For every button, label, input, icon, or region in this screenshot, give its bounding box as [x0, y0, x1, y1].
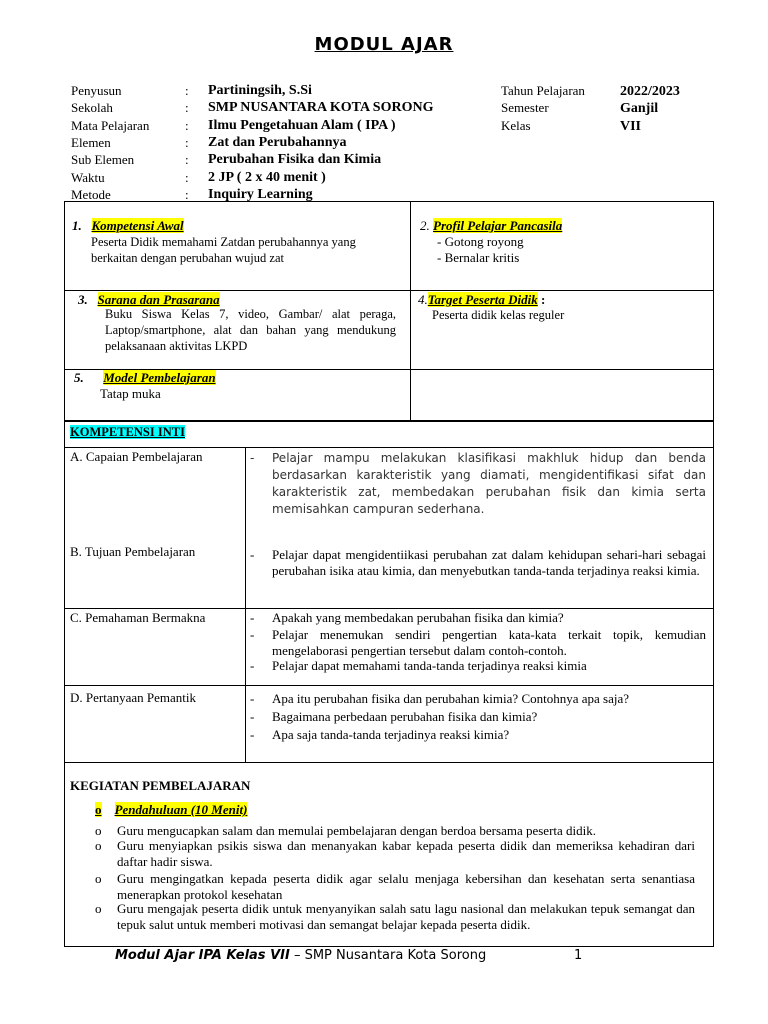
capaian-text: - Pelajar mampu melakukan klasifikasi makhluk hidup dan benda berdasarkan karakteristik yang diamati, mengidentifikasi sifat dan karakteristik zat, membedakan perubahan fisik dan kimia serta memisahkan campuran sederhana.	[250, 451, 706, 516]
meta-colon: :	[185, 117, 189, 133]
kegiatan-item: o Guru mengingatkan kepada peserta didik agar selalu menjaga kebersihan dan kesehatan serta senantiasa menerapkan protokol kesehatan	[95, 871, 695, 902]
kegiatan-item: o Guru mengajak peserta didik untuk menyanyikan salah satu lagu nasional dan melakukan tepuk semangat dan tepuk salut untuk memberi motivasi dan semangat belajar kepada peserta didik.	[95, 901, 695, 932]
meta-label: Sub Elemen	[71, 152, 135, 168]
meta-value: Inquiry Learning	[208, 186, 313, 202]
pemantik-label: D. Pertanyaan Pemantik	[70, 690, 196, 705]
kegiatan-heading: KEGIATAN PEMBELAJARAN	[70, 778, 251, 793]
meta-label: Sekolah	[71, 100, 113, 116]
meta-value: Partiningsih, S.Si	[208, 83, 312, 98]
meta-colon: :	[185, 100, 189, 116]
meta-value: Perubahan Fisika dan Kimia	[208, 152, 382, 168]
meta-value: 2 JP ( 2 x 40 menit )	[208, 169, 326, 185]
meta-value: Zat dan Perubahannya	[208, 134, 347, 150]
meta-label: Penyusun	[71, 83, 122, 98]
sec5-heading: 5. Model Pembelajaran	[74, 370, 216, 385]
footer: Modul Ajar IPA Kelas VII – SMP Nusantara Kota Sorong	[115, 948, 487, 963]
meta-label: Metode	[71, 186, 111, 202]
pemantik-item: - Bagaimana perbedaan perubahan fisika dan kimia?	[250, 709, 538, 724]
sec4-heading: 4.Target Peserta Didik :	[418, 292, 546, 307]
capaian-label: A. Capaian Pembelajaran	[70, 449, 203, 464]
meta-value: SMP NUSANTARA KOTA SORONG	[208, 100, 434, 116]
meta-label: Kelas	[501, 117, 531, 133]
pemantik-item: - Apa saja tanda-tanda terjadinya reaksi kimia?	[250, 727, 510, 742]
meta-value: Ilmu Pengetahuan Alam ( IPA )	[208, 117, 396, 133]
meta-colon: :	[185, 152, 189, 168]
kompetensi-inti-heading: KOMPETENSI INTI	[70, 425, 185, 439]
tujuan-text: - Pelajar dapat mengidentiikasi perubahan zat dalam kehidupan sehari-hari sebagai perubahan isika atau kimia, dan menyebutkan tanda-tanda terjadinya reaksi kimia.	[250, 547, 706, 578]
sec2-item: - Bernalar kritis	[437, 250, 520, 265]
sec2-item: - Gotong royong	[437, 234, 524, 249]
meta-value: VII	[620, 118, 642, 134]
page-title: MODUL AJAR	[314, 34, 454, 55]
meta-colon: :	[185, 186, 189, 202]
meta-label: Elemen	[71, 134, 111, 150]
meta-colon: :	[185, 169, 189, 185]
sec1-text: Peserta Didik memahami Zatdan perubahannya yang berkaitan dengan perubahan wujud zat	[91, 235, 356, 265]
pemantik-item: - Apa itu perubahan fisika dan perubahan kimia? Contohnya apa saja?	[250, 691, 630, 706]
meta-label: Waktu	[71, 169, 105, 185]
page-number: 1	[574, 948, 583, 963]
meta-value: 2022/2023	[620, 84, 680, 99]
kegiatan-item: o Guru menyiapkan psikis siswa dan menanyakan kabar kepada peserta didik dan memeriksa kehadiran dari daftar hadir siswa.	[95, 838, 695, 869]
meta-label: Semester	[501, 100, 549, 116]
meta-label: Tahun Pelajaran	[501, 83, 585, 98]
sec1-heading: 1. Kompetensi Awal	[72, 218, 184, 233]
sec4-text: Peserta didik kelas reguler	[432, 308, 565, 322]
pemahaman-item: - Apakah yang membedakan perubahan fisika dan kimia?	[250, 610, 564, 625]
sec5-text: Tatap muka	[100, 386, 161, 401]
meta-label: Mata Pelajaran	[71, 117, 150, 133]
meta-value: Ganjil	[620, 101, 659, 117]
meta-colon: :	[185, 134, 189, 150]
pemahaman-label: C. Pemahaman Bermakna	[70, 610, 206, 625]
pemahaman-item: - Pelajar menemukan sendiri pengertian kata-kata terkait topik, kemudian mengelaborasi pengertian tersebut dalam contoh-contoh.	[250, 627, 706, 658]
sec2-heading: 2. Profil Pelajar Pancasila	[420, 218, 563, 233]
sec3-heading: 3. Sarana dan Prasarana	[78, 292, 220, 307]
sec3-text: Buku Siswa Kelas 7, video, Gambar/ alat peraga, Laptop/smartphone, alat dan bahan yang mendukung pelaksanaan aktivitas LKPD	[105, 307, 396, 353]
meta-colon: :	[185, 83, 189, 98]
kegiatan-item: o Guru mengucapkan salam dan memulai pembelajaran dengan berdoa bersama peserta didik.	[95, 823, 597, 838]
tujuan-label: B. Tujuan Pembelajaran	[70, 544, 196, 559]
pemahaman-item: - Pelajar dapat memahami tanda-tanda terjadinya reaksi kimia	[250, 658, 587, 673]
pendahuluan-heading: o Pendahuluan (10 Menit)	[95, 802, 248, 817]
